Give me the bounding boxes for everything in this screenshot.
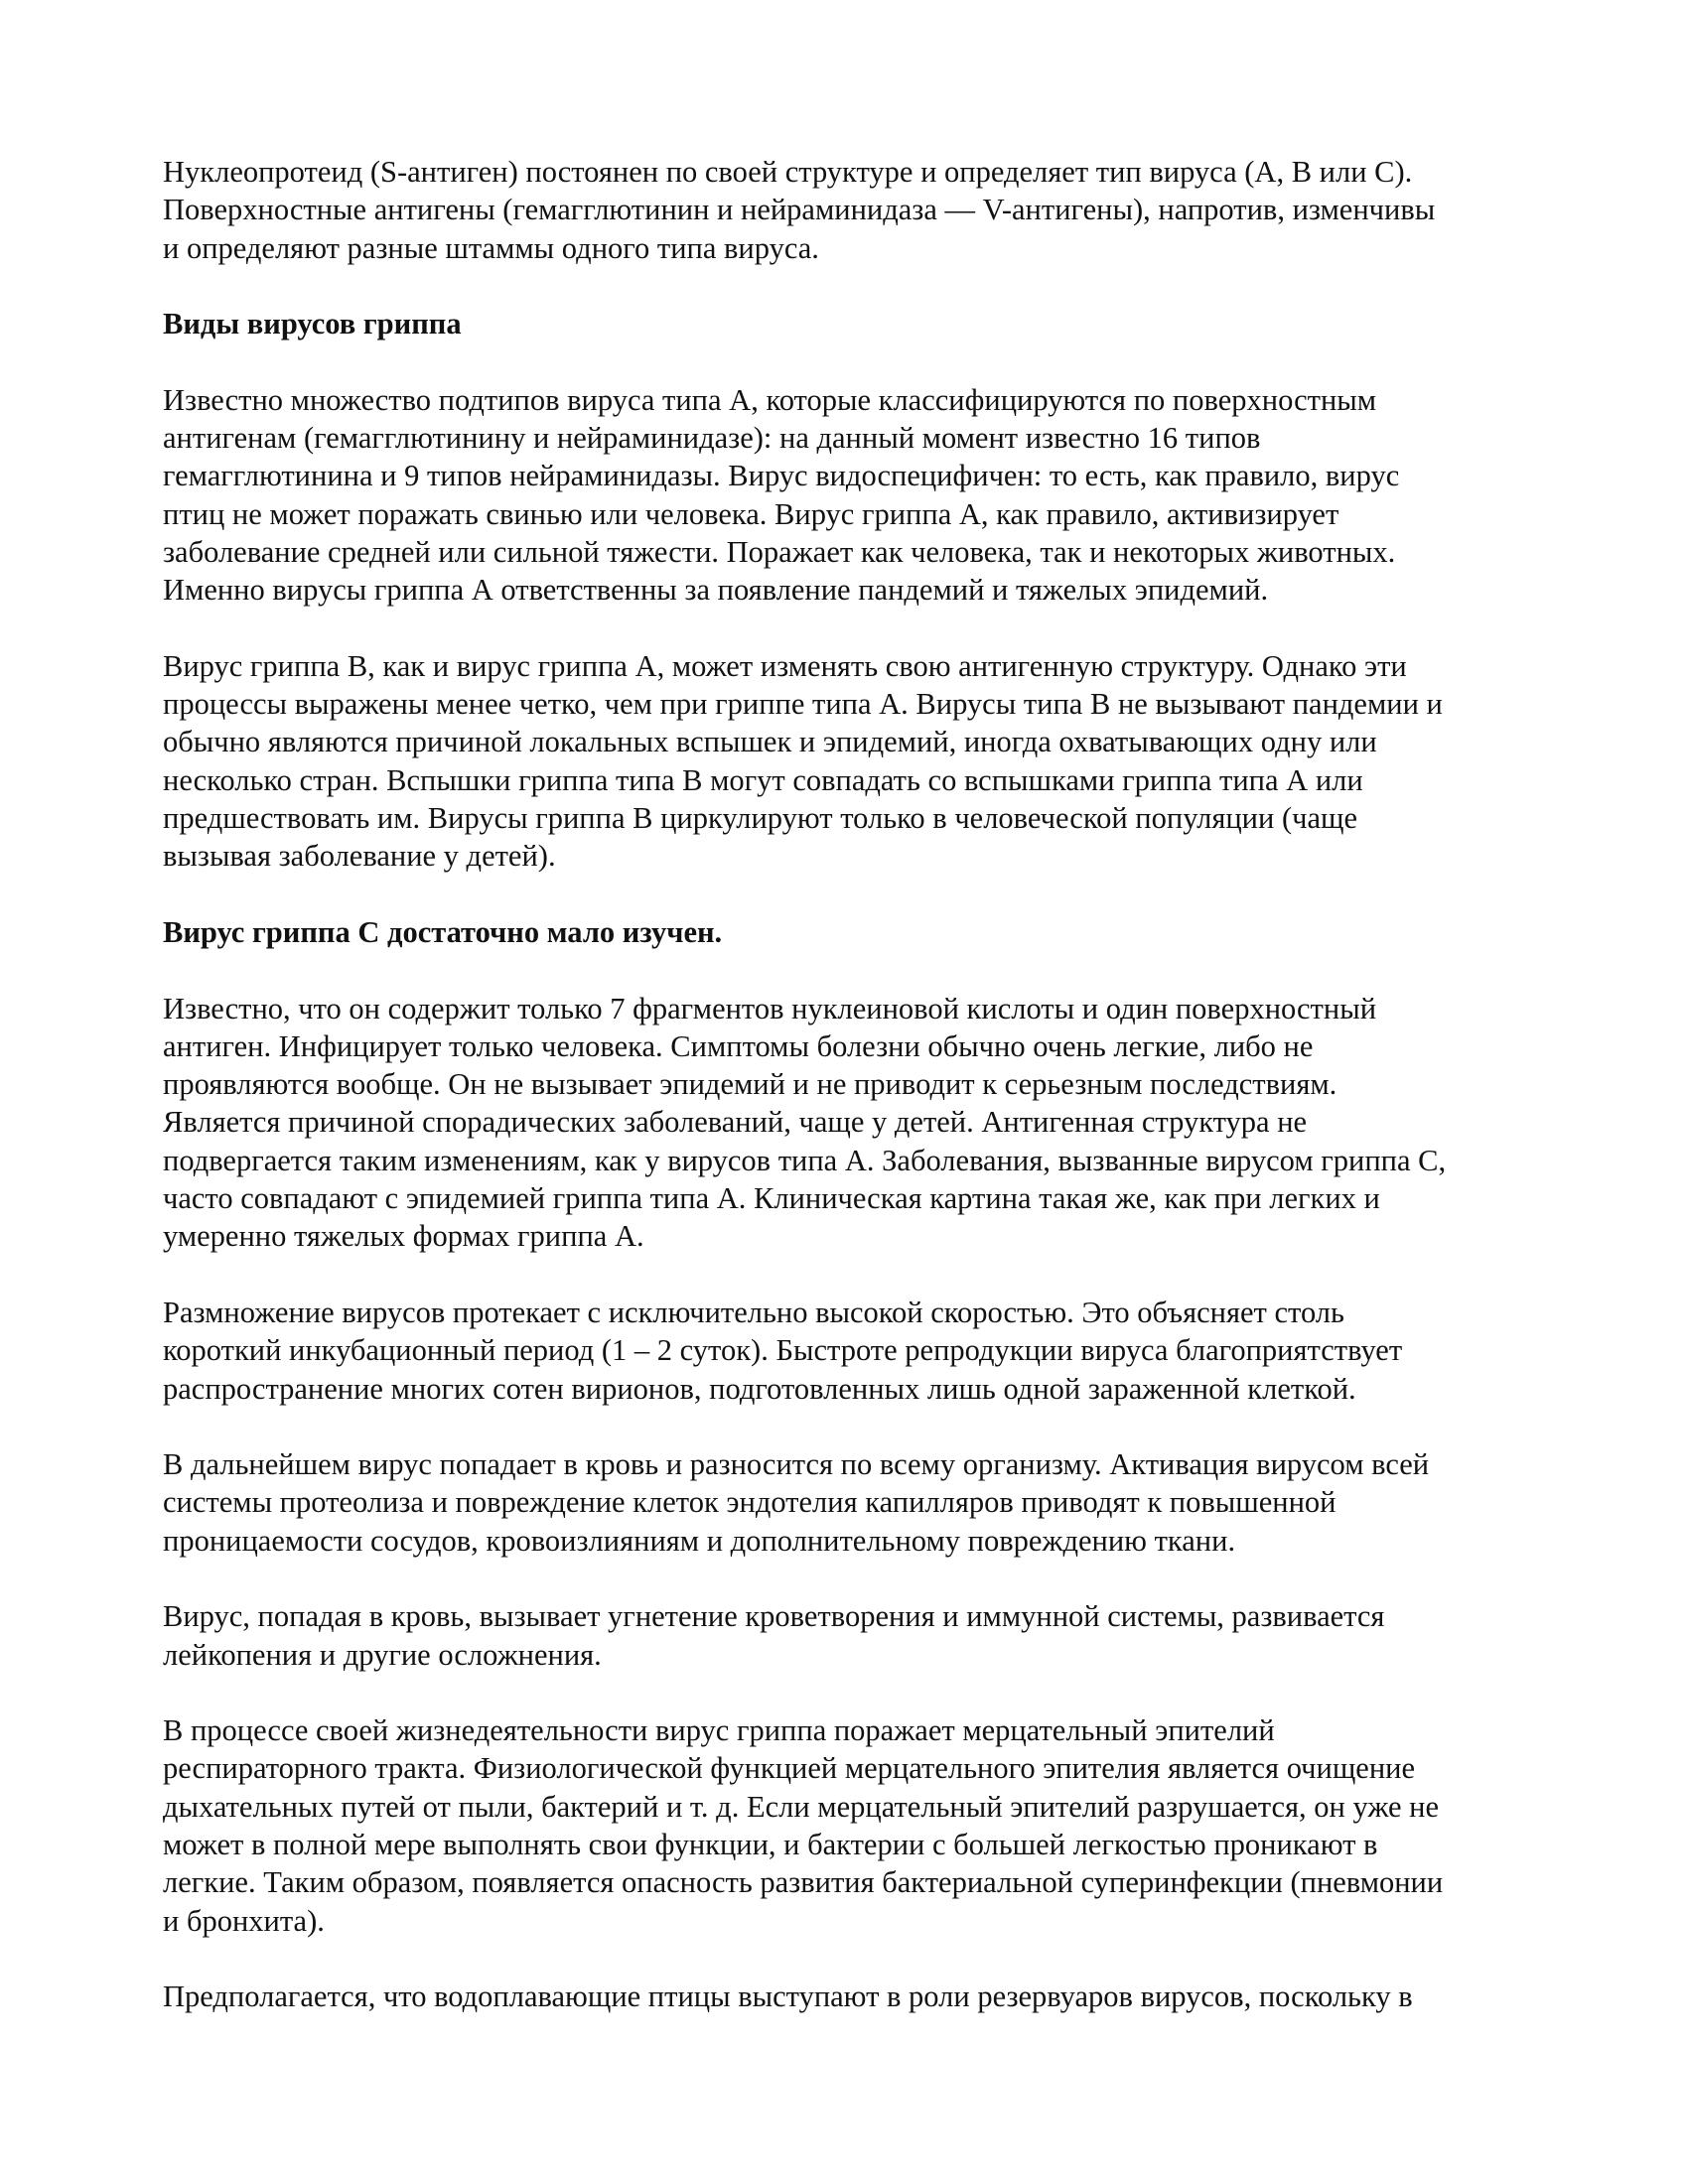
text-line: часто совпадают с эпидемией гриппа типа А. Клиническая картина такая же, как при легких и [163,1181,1380,1216]
paragraph-bloodstream [155,1445,1569,1560]
text-line: Известно множество подтипов вируса типа А, которые классифицируются по поверхностным [163,382,1377,417]
text-line: птиц не может поражать свинью или человека. Вирус гриппа А, как правило, активизирует [163,496,1339,531]
text-line: вызывая заболевание у детей). [163,839,556,874]
text-line: Размножение вирусов протекает с исключительно высокой скоростью. Это объясняет столь [163,1295,1344,1329]
heading-text: Вирус гриппа С достаточно мало изучен. [163,914,723,949]
heading-virus-types [155,305,1569,342]
paragraph-epithelium [155,1711,1569,1940]
text-line: В процессе своей жизнедеятельности вирус гриппа поражает мерцательный эпителий [163,1713,1275,1748]
text-line: дыхательных путей от пыли, бактерий и т. д. Если мерцательный эпителий разрушается, он уже не [163,1789,1440,1824]
text-line: заболевание средней или сильной тяжести. Поражает как человека, так и некоторых животных. [163,534,1396,569]
heading-text: Виды вирусов гриппа [163,307,462,341]
text-line: Именно вирусы гриппа А ответственны за появление пандемий и тяжелых эпидемий. [163,573,1269,608]
text-line: Поверхностные антигены (гемагглютинин и нейраминидаза — V-антигены), напротив, изменчивы [163,193,1436,227]
text-line: Вирус, попадая в кровь, вызывает угнетение кроветворения и иммунной системы, развивается [163,1599,1385,1634]
text-line: Является причиной спорадических заболеваний, чаще у детей. Антигенная структура не [163,1105,1308,1140]
paragraph-immune [155,1597,1569,1674]
text-line: Предполагается, что водоплавающие птицы выступают в роли резервуаров вирусов, поскольку в [163,1979,1413,2014]
text-line: распространение многих сотен вирионов, подготовленных лишь одной зараженной клеткой. [163,1371,1356,1406]
text-line: Известно, что он содержит только 7 фрагментов нуклеиновой кислоты и один поверхностный [163,991,1377,1025]
paragraph-type-b [155,647,1569,876]
text-line: предшествовать им. Вирусы гриппа В циркулируют только в человеческой популяции (чаще [163,801,1358,836]
text-line: Нуклеопротеид (S-антиген) постоянен по своей структуре и определяет тип вируса (A, B или C). [163,155,1413,189]
text-line: проницаемости сосудов, кровоизлияниям и дополнительному повреждению ткани. [163,1523,1236,1558]
paragraph-reproduction [155,1294,1569,1408]
paragraph-type-c [155,990,1569,1256]
text-line: процессы выражены менее четко, чем при гриппе типа А. Вирусы типа В не вызывают пандемии и [163,687,1443,722]
text-line: антиген. Инфицирует только человека. Симптомы болезни обычно очень легкие, либо не [163,1028,1314,1063]
text-line: системы протеолиза и повреждение клеток эндотелия капилляров приводят к повышенной [163,1485,1336,1520]
text-line: гемагглютинина и 9 типов нейраминидазы. Вирус видоспецифичен: то есть, как правило, вирус [163,459,1400,493]
text-line: проявляются вообще. Он не вызывает эпидемий и не приводит к серьезным последствиям. [163,1067,1337,1102]
text-line: респираторного тракта. Физиологической функцией мерцательного эпителия является очищение [163,1751,1416,1786]
text-line: подвергается таким изменениям, как у вирусов типа А. Заболевания, вызванные вирусом гриппа С, [163,1143,1447,1177]
paragraph-waterfowl [155,1978,1569,2015]
text-line: короткий инкубационный период (1 – 2 суток). Быстроте репродукции вируса благоприятствует [163,1333,1403,1368]
text-line: и бронхита). [163,1903,325,1938]
text-line: Вирус гриппа В, как и вирус гриппа А, может изменять свою антигенную структуру. Однако эти [163,648,1407,683]
paragraph-nucleoprotein [155,153,1569,267]
text-line: несколько стран. Вспышки гриппа типа В могут совпадать со вспышками гриппа типа А или [163,762,1363,797]
document-body [155,153,1569,2054]
text-line: легкие. Таким образом, появляется опасность развития бактериальной суперинфекции (пневмонии [163,1865,1444,1900]
text-line: умеренно тяжелых формах гриппа А. [163,1219,644,1254]
heading-type-c [155,913,1569,951]
text-line: обычно являются причиной локальных вспышек и эпидемий, иногда охватывающих одну или [163,725,1377,759]
text-line: антигенам (гемагглютинину и нейраминидазе): на данный момент известно 16 типов [163,421,1261,456]
text-line: лейкопения и другие осложнения. [163,1637,602,1672]
text-line: и определяют разные штаммы одного типа вируса. [163,230,819,265]
text-line: может в полной мере выполнять свои функции, и бактерии с большей легкостью проникают в [163,1828,1378,1862]
paragraph-type-a [155,381,1569,610]
text-line: В дальнейшем вирус попадает в кровь и разносится по всему организму. Активация вирусом всей [163,1447,1430,1482]
